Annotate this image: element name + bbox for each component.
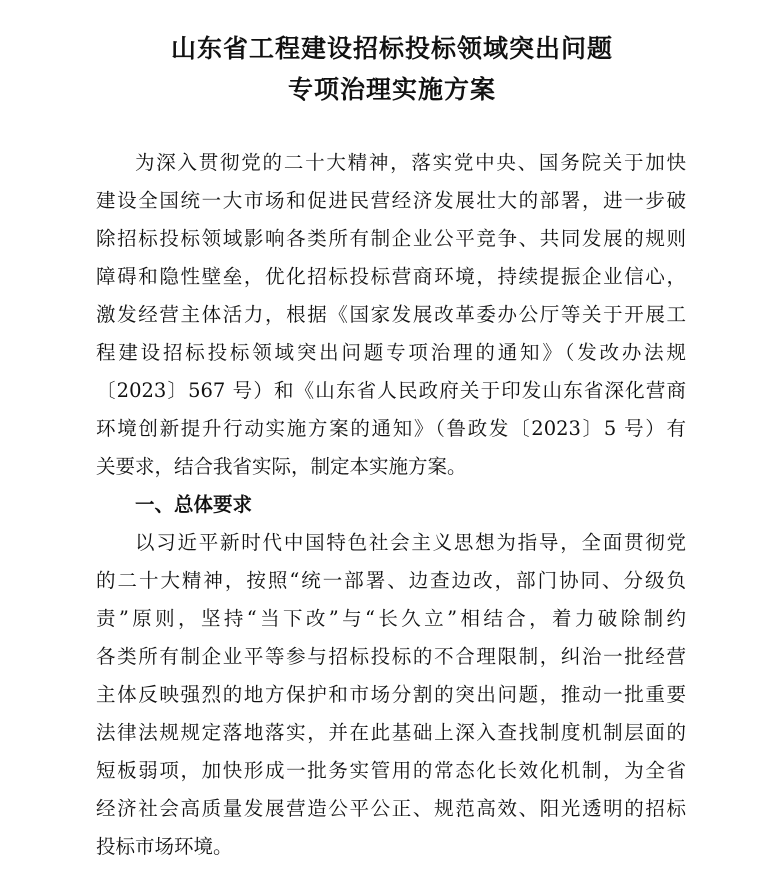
intro-line: 为深入贯彻党的二十大精神，落实党中央、国务院关于加快 [135, 151, 686, 174]
intro-line: 激发经营主体活力，根据《国家发展改革委办公厅等关于开展工 [96, 303, 686, 326]
intro-line: 程建设招标投标领域突出问题专项治理的通知》（发改办法规 [96, 341, 686, 364]
intro-line: 〔2023〕567 号）和《山东省人民政府关于印发山东省深化营商 [96, 379, 686, 402]
section-heading: 一、总体要求 [135, 493, 253, 516]
intro-line: 除招标投标领域影响各类所有制企业公平竞争、共同发展的规则 [96, 227, 686, 250]
section-line: 各类所有制企业平等参与招标投标的不合理限制，纠治一批经营 [96, 645, 686, 668]
intro-line: 障碍和隐性壁垒，优化招标投标营商环境，持续提振企业信心， [96, 265, 686, 288]
section-line: 投标市场环境。 [96, 835, 233, 858]
section-line: 的二十大精神，按照“统一部署、边查边改，部门协同、分级负 [96, 569, 686, 592]
section-line: 责”原则，坚持“当下改”与“长久立”相结合，着力破除制约 [96, 607, 686, 630]
document-title-line-1: 山东省工程建设招标投标领域突出问题 [170, 34, 613, 63]
intro-line: 关要求，结合我省实际，制定本实施方案。 [96, 455, 467, 478]
section-line: 短板弱项，加快形成一批务实管用的常态化长效化机制，为全省 [96, 759, 686, 782]
section-line: 法律法规规定落地落实，并在此基础上深入查找制度机制层面的 [96, 721, 686, 744]
document-title-line-2: 专项治理实施方案 [287, 75, 496, 104]
section-line: 经济社会高质量发展营造公平公正、规范高效、阳光透明的招标 [96, 797, 686, 820]
section-line: 主体反映强烈的地方保护和市场分割的突出问题，推动一批重要 [96, 683, 686, 706]
section-line: 以习近平新时代中国特色社会主义思想为指导，全面贯彻党 [135, 531, 686, 554]
intro-line: 环境创新提升行动实施方案的通知》（鲁政发〔2023〕5 号）有 [96, 417, 686, 440]
intro-line: 建设全国统一大市场和促进民营经济发展壮大的部署，进一步破 [96, 189, 686, 212]
